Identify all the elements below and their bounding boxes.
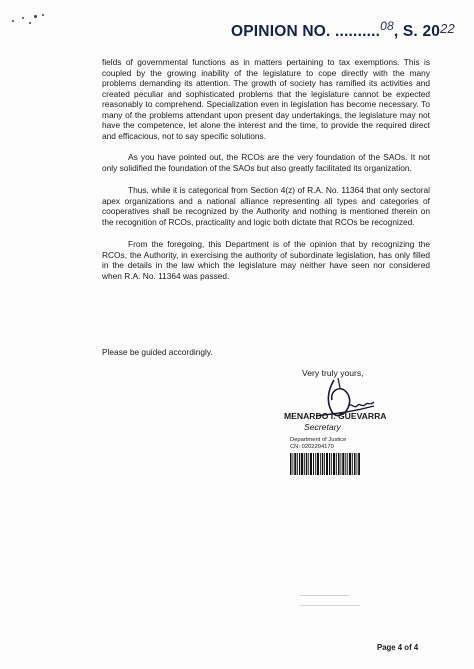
scan-specks	[12, 14, 52, 26]
series-label: , S.	[393, 23, 423, 40]
opinion-number-handwritten: 08	[380, 19, 394, 33]
faint-line	[300, 595, 350, 596]
signer-title: Secretary	[304, 422, 341, 432]
document-stamp	[290, 437, 370, 480]
year-handwritten: 22	[440, 21, 455, 36]
page-number: Page 4 of 4	[377, 643, 419, 652]
paragraph-continuation: fields of governmental functions as in matters pertaining to tax exemptions. This is coupled by the growing inability of the legislature to cope directly with the many problems demanding its attention. The growth of society has ramified its activities and created peculiar and sophisticated problems that the legislature cannot be expected reasonably to comprehend. Specialization even in legislation has become necessary. To many of the problems attendant upon present day undertakings, the legislature may not have the competence, let alone the interest and the time, to provide the required direct and efficacious, not to say specific solutions.	[102, 57, 430, 141]
paragraph-opinion-conclusion: From the foregoing, this Department is of the opinion that by recognizing the RCOs, the Authority, in exercising the authority of subordinate legislation, has only filled in the details in the law which the legislature may neither have seen nor considered when R.A. No. 11364 was passed.	[102, 239, 430, 281]
letter-body	[102, 57, 430, 293]
stamp-department: Department of Justice	[290, 437, 347, 443]
opinion-number-dots: ..........	[335, 23, 381, 40]
barcode-icon	[290, 453, 360, 475]
faint-line	[300, 605, 360, 606]
closing-line: Please be guided accordingly.	[102, 347, 213, 357]
opinion-number-header	[231, 19, 455, 45]
paragraph-section-4z: Thus, while it is categorical from Section 4(z) of R.A. No. 11364 that only sectoral apex organizations and a national alliance representing all types and categories of cooperatives shall be recognized by the Authority and nothing is mentioned therein on the recognition of RCOs, practicality and logic both dictate that RCOs be recognized.	[102, 185, 430, 227]
paragraph-rcos-foundation: As you have pointed out, the RCOs are the very foundation of the SAOs. It not only solidified the foundation of the SAOs but also greatly facilitated its organization.	[102, 152, 430, 173]
faint-bleed-through	[300, 575, 400, 615]
opinion-label: OPINION NO.	[231, 23, 336, 40]
valediction: Very truly yours,	[302, 368, 364, 378]
signer-name: MENARDO I. GUEVARRA	[284, 411, 387, 421]
year-printed: 20	[422, 23, 441, 40]
stamp-control-number: CN: 0202204170	[290, 444, 334, 450]
